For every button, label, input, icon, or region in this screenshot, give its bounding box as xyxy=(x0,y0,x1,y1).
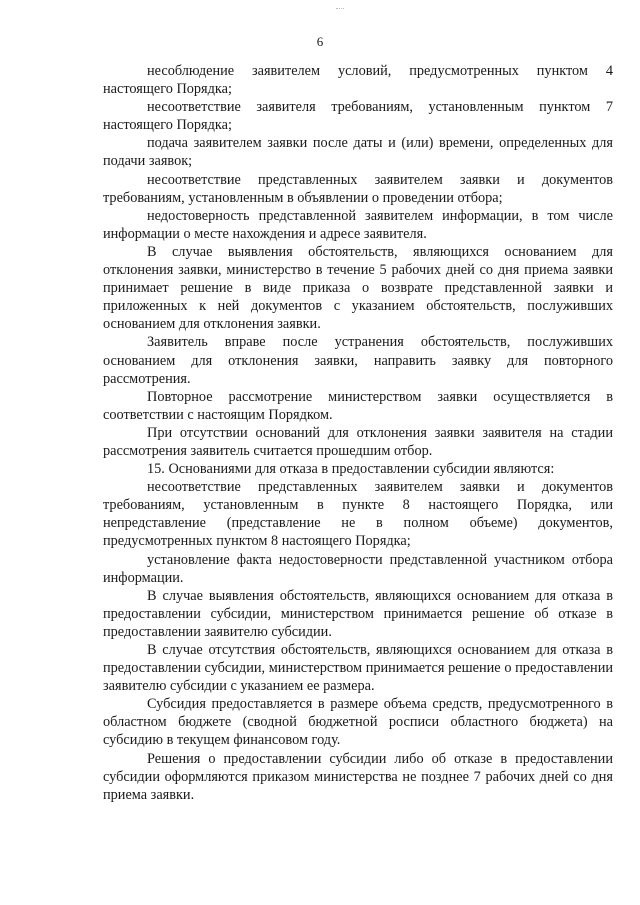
paragraph: Субсидия предоставляется в размере объема средств, предусмотренного в областном бюджете (сводной бюджетной росписи областного бюджета) на субсидию в текущем финансовом году. xyxy=(103,696,613,749)
paragraph: подача заявителем заявки после даты и (или) времени, определенных для подачи заявок; xyxy=(103,135,613,170)
paragraph: В случае отсутствия обстоятельств, являющихся основанием для отказа в предоставлении субсидии, министерством принимается решение о предоставлении заявителю субсидии с указанием ее размера. xyxy=(103,642,613,695)
paragraph: Повторное рассмотрение министерством заявки осуществляется в соответствии с настоящим Порядком. xyxy=(103,388,613,423)
paragraph: В случае выявления обстоятельств, являющихся основанием для отказа в предоставлении субсидии, министерством принимается решение об отказе в предоставлении заявителю субсидии. xyxy=(103,587,613,640)
paragraph: несоответствие представленных заявителем заявки и документов требованиям, установленным в пункте 8 настоящего Порядка, или непредставление (представление не в полном объеме) документов, предусмотренных пунктом 8 настоящего Порядка; xyxy=(103,479,613,550)
document-body xyxy=(103,62,613,804)
section-heading-paragraph: 15. Основаниями для отказа в предоставлении субсидии являются: xyxy=(147,461,555,478)
paragraph: При отсутствии оснований для отклонения заявки заявителя на стадии рассмотрения заявитель считается прошедшим отбор. xyxy=(103,424,613,459)
paragraph: В случае выявления обстоятельств, являющихся основанием для отклонения заявки, министерство в течение 5 рабочих дней со дня приема заявки принимает решение в виде приказа о возврате представленной заявки и приложенных к ней документов с указанием обстоятельств, послуживших основанием для отклонения заявки. xyxy=(103,243,613,333)
paragraph: несоблюдение заявителем условий, предусмотренных пунктом 4 настоящего Порядка; xyxy=(103,63,613,98)
paragraph: Заявитель вправе после устранения обстоятельств, послуживших основанием для отклонения заявки, направить заявку для повторного рассмотрения. xyxy=(103,334,613,387)
page-number: 6 xyxy=(316,34,324,49)
paragraph: несоответствие представленных заявителем заявки и документов требованиям, установленным в объявлении о проведении отбора; xyxy=(103,171,613,206)
paragraph: недостоверность представленной заявителем информации, в том числе информации о месте нахождения и адресе заявителя. xyxy=(103,207,613,242)
scan-mark xyxy=(336,8,344,11)
paragraph: несоответствие заявителя требованиям, установленным пунктом 7 настоящего Порядка; xyxy=(103,99,613,134)
paragraph: установление факта недостоверности представленной участником отбора информации. xyxy=(103,551,613,586)
paragraph: Решения о предоставлении субсидии либо об отказе в предоставлении субсидии оформляются приказом министерства не позднее 7 рабочих дней со дня приема заявки. xyxy=(103,750,613,803)
